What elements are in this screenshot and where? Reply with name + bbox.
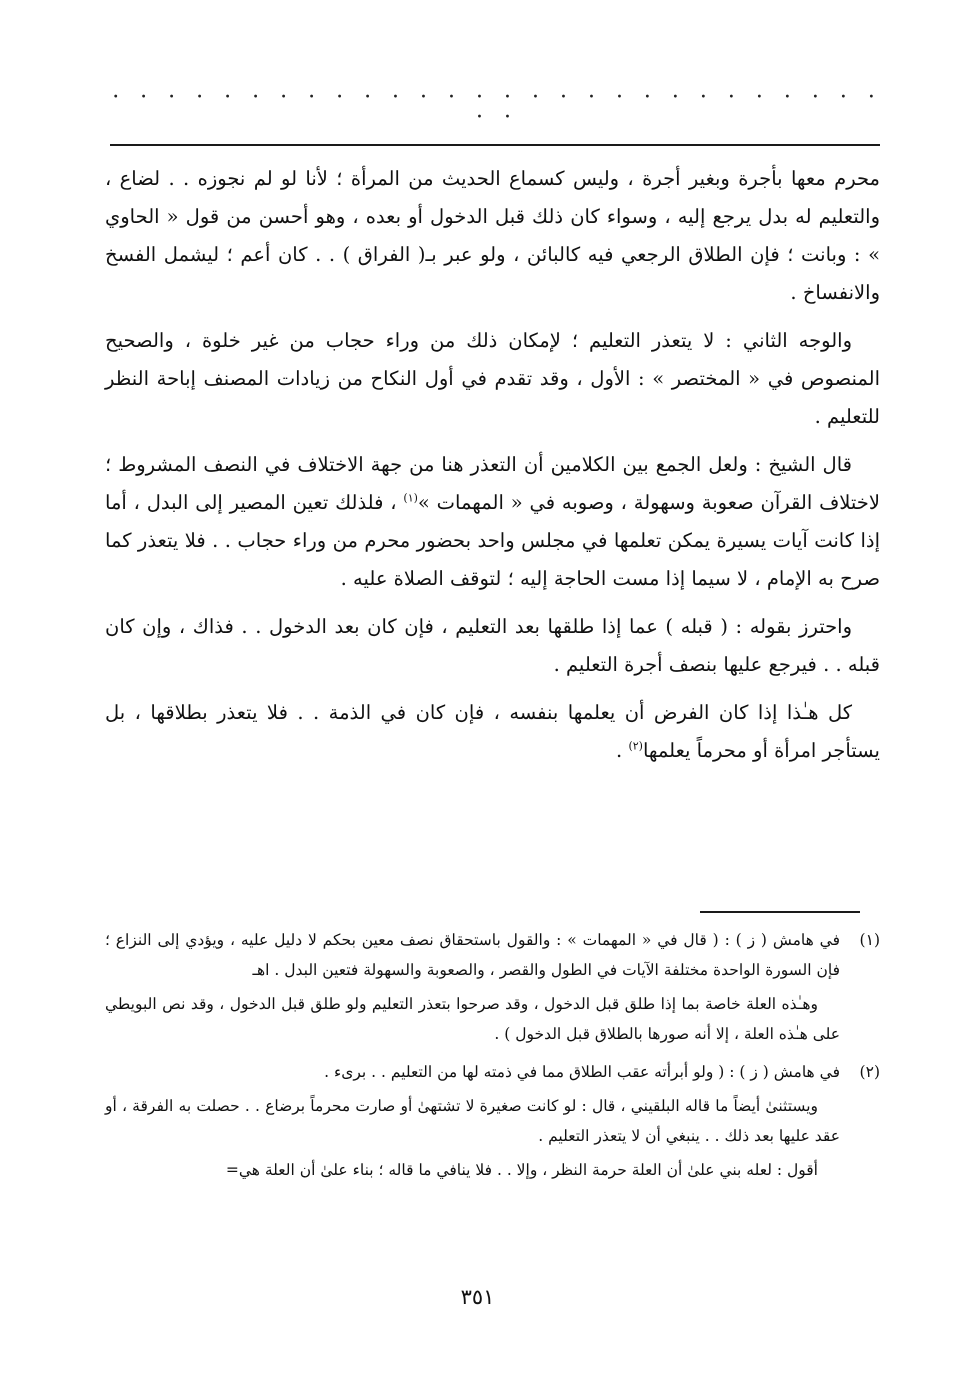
paragraph-4: واحترز بقوله : ( قبله ) عما إذا طلقها بعد التعليم ، فإن كان بعد الدخول . . فذاك ، وإن كان قبله . . فيرجع عليها بنصف أجرة التعليم .: [105, 615, 880, 676]
footnote-2-text: في هامش ( ز ) : ( ولو أبرأته عقب الطلاق مما في ذمته لها من التعليم . . برىء .: [324, 1063, 840, 1081]
header-dots: · · · · · · · · · · · · · · · · · · · · · · · · · · · · · ·: [112, 85, 882, 130]
page-number: ٣٥١: [460, 1285, 495, 1309]
footnote-1-text: في هامش ( ز ) : ( قال في « المهمات » : والقول باستحقاق نصف معين بحكم لا دليل عليه ، ويؤدي إلى النزاع ؛ فإن السورة الواحدة مختلفة الآيات في الطول والقصر ، والصعوبة والسهولة فتعين البدل . اهـ: [105, 931, 840, 979]
main-text: [105, 160, 880, 780]
paragraph-5: [105, 694, 880, 770]
footnote-2-subtext-2: أقول : لعله بني علىٰ أن العلة حرمة النظر ، وإلا . . فلا ينافي ما قاله ؛ بناء علىٰ أن العلة هي=: [225, 1161, 818, 1179]
paragraph-3-text-b: ، فلذلك تعين المصير إلى البدل ، أما إذا كانت آيات يسيرة يمكن تعلمها في مجلس واحد بحضور محرم من وراء حجاب . . فلا يتعذر كما صرح به الإمام ، لا سيما إذا مست الحاجة إليه ؛ لتوقف الصلاة عليه .: [105, 491, 880, 590]
footnote-1: [105, 925, 880, 1053]
paragraph-1: محرم معها بأجرة وبغير أجرة ، وليس كسماع الحديث من المرأة ؛ لأنا لو لم نجوزه . . لضاع ، والتعليم له بدل يرجع إليه ، وسواء كان ذلك قبل الدخول أو بعده ، وهو أحسن من قول « الحاوي » : وبانت ؛ فإن الطلاق الرجعي فيه كالبائن ، ولو عبر بـ( الفراق ) . . كان أعم ؛ ليشمل الفسخ والانفساخ .: [105, 167, 880, 304]
paragraph-5-text-b: .: [616, 739, 629, 762]
header-rule: [110, 144, 880, 146]
footnote-ref-2: (٢): [628, 739, 643, 753]
paragraph-3: [105, 446, 880, 598]
paragraph-3-text-a: قال الشيخ : ولعل الجمع بين الكلامين أن التعذر هنا من جهة الاختلاف في النصف المشروط ؛ لاختلاف القرآن صعوبة وسهولة ، وصوبه في « المهمات »: [105, 453, 880, 514]
footnote-2-number: (٢): [859, 1063, 880, 1081]
paragraph-5-text-a: كل هـٰذا إذا كان الفرض أن يعلمها بنفسه ، فإن كان في الذمة . . فلا يتعذر بطلاقها ، بل يستأجر امرأة أو محرماً يعلمها: [105, 701, 880, 762]
footnote-ref-1: (١): [403, 491, 418, 505]
footnote-separator: [700, 911, 860, 913]
paragraph-2: والوجه الثاني : لا يتعذر التعليم ؛ لإمكان ذلك من وراء حجاب من غير خلوة ، والصحيح المنصوص في « المختصر » : الأول ، وقد تقدم في أول النكاح من زيادات المصنف إباحة النظر للتعليم .: [105, 329, 880, 428]
footnotes: [105, 925, 880, 1193]
footnote-1-number: (١): [859, 931, 880, 949]
footnote-2: [105, 1057, 880, 1189]
footnote-2-body: [105, 1057, 840, 1189]
footnote-1-body: [105, 925, 840, 1053]
footnote-2-subtext-1: ويستثنىٰ أيضاً ما قاله البلقيني ، قال : لو كانت صغيرة لا تشتهىٰ أو صارت محرماً برضاع . . حصلت به الفرقة ، أو عقد عليها بعد ذلك . . ينبغي أن لا يتعذر التعليم .: [105, 1097, 840, 1145]
footnote-1-subtext: وهـٰذه العلة خاصة بما إذا طلق قبل الدخول ، وقد صرحوا بتعذر التعليم ولو طلق قبل الدخول ، وقد نص البويطي على هـٰذه العلة ، إلا أنه صورها بالطلاق قبل الدخول ) .: [105, 995, 840, 1043]
